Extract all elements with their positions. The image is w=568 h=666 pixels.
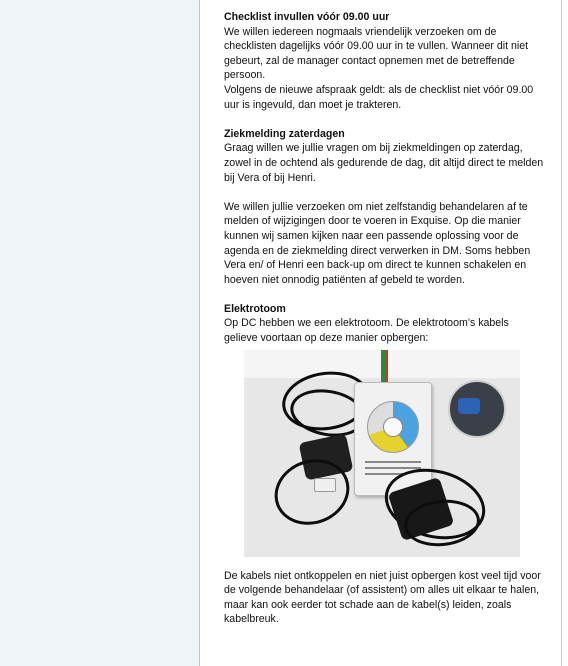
section-heading: Checklist invullen vóór 09.00 uur — [224, 11, 390, 23]
photo-cable-plug — [314, 478, 336, 492]
page-border — [561, 0, 562, 666]
paragraph: De kabels niet ontkoppelen en niet juist opbergen kost veel tijd voor de volgende behandelaar (of assistent) om alles uit elkaar te halen, maar kan ook eerder tot schade aan de kabel(s) leiden, zoals kabelbreuk. — [224, 569, 541, 626]
photo-device-label — [365, 461, 421, 463]
photo-device-label — [365, 467, 421, 469]
paragraph: Graag willen we jullie vragen om bij ziekmeldingen op zaterdag, zowel in de ochtend als gedurende de dag, dit altijd direct te melden bij Vera of bij Henri. — [224, 142, 544, 184]
section-heading: Elektrotoom — [224, 302, 286, 315]
section-heading: Ziekmelding zaterdagen — [224, 127, 345, 140]
sidebar-panel — [0, 0, 200, 666]
paragraph: Op DC hebben we een elektrotoom. De elektrotoom’s kabels gelieve voortaan op deze manier opbergen: — [224, 317, 509, 345]
photo-device-knob — [383, 417, 403, 437]
document-content — [224, 10, 544, 642]
photo-red-strip — [385, 350, 388, 382]
section-checklist — [224, 10, 544, 112]
section-elektrotoom — [224, 302, 544, 627]
photo-blue-object — [458, 398, 480, 414]
elektrotoom-photo — [244, 350, 520, 557]
section-ziekmelding — [224, 127, 544, 288]
paragraph: We willen iedereen nogmaals vriendelijk verzoeken om de checklisten dagelijks vóór 09.00 uur in te vullen. Wanneer dit niet gebeurt, zal de manager contact opnemen met de betreffende persoon. — [224, 25, 529, 82]
paragraph: Volgens de nieuwe afspraak geldt: als de checklist niet vóór 09.00 uur is ingevuld, dan moet je trakteren. — [224, 83, 534, 111]
paragraph: We willen jullie verzoeken om niet zelfstandig behandelaren af te melden of wijzigingen door te voeren in Exquise. Op die manier kunnen wij samen kijken naar een passende oplossing voor de agenda en de ziekmelding direct verwerken in DM. Soms hebben Vera en/ of Henri een back-up om direct te kunnen schakelen en hoeven niet onnodig patiënten af gebeld te worden. — [224, 200, 531, 286]
